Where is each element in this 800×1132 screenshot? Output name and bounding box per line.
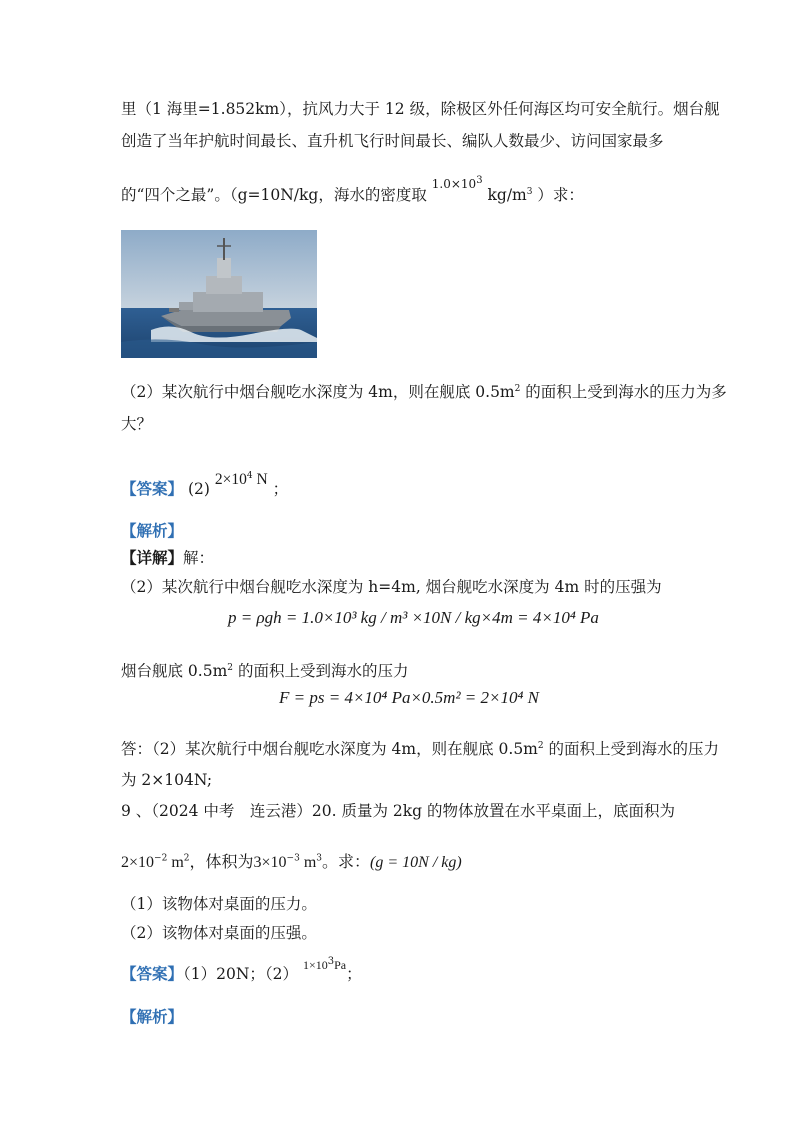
answer-value [303,958,346,972]
answer-part: （1）20N；（2） [183,965,299,983]
density-mantissa: 1.0×10 [431,177,477,191]
warship-photo [121,230,317,358]
volume-mantissa: 3×10 [253,854,287,871]
sub-question-text: （2）该物体对桌面的压强。 [121,924,317,942]
analysis-heading [121,1006,183,1028]
problem-text: 。求： [322,852,371,871]
area-exponent: −2 [154,853,168,864]
pressure-equation [228,608,599,628]
solution-line [121,660,408,682]
area-unit: m [167,854,184,871]
question-text: 的面积上受到海水的压力为多 [520,383,727,401]
solution-text: 烟台舰底 0.5m [121,662,228,680]
paragraph-text: ）求： [537,186,584,204]
answer-value [215,470,268,488]
question-line [121,413,152,435]
density-unit [488,186,533,204]
answer-part: (2) [187,480,210,498]
exponent: 2 [514,383,521,394]
problem-text: ，体积为 [189,852,254,871]
sub-question [121,922,317,944]
solution-text: （2）某次航行中烟台舰吃水深度为 h=4m, 烟台舰吃水深度为 4m 时的压强为 [121,578,662,596]
solution-line [121,576,662,598]
density-unit-base: kg/m [487,186,527,204]
question-line [121,381,727,403]
conclusion-line [121,769,212,791]
answer-exponent: 4 [246,470,253,481]
analysis-heading [121,520,183,542]
answer-unit: Pa [334,958,347,972]
answer-line [121,956,362,986]
analysis-tag: 【解析】 [121,1007,184,1026]
question-text: （2）某次航行中烟台舰吃水深度为 4m，则在舰底 0.5m [121,383,515,401]
punctuation: ； [346,965,362,983]
text-line [121,98,720,120]
problem-text: 9 、（2024 中考 连云港）20. 质量为 2kg 的物体放置在水平桌面上，底面积为 [121,802,676,820]
paragraph-text: 里（1 海里=1.852km），抗风力大于 12 级，除极区外任何海区均可安全航行。烟台舰 [121,100,720,118]
answer-mantissa: 2×10 [214,471,247,488]
conclusion-text: 为 2×104N; [121,771,213,789]
text-line [121,130,664,152]
detail-tag: 【详解】 [121,548,184,567]
gravity-constant: (g = 10N / kg) [370,854,462,871]
conclusion-line [121,738,719,760]
exponent: 2 [537,740,544,751]
answer-exponent: 3 [327,956,335,967]
detail-text: 解： [183,549,215,567]
equation-text: F = ps = 4×10⁴ Pa×0.5m² = 2×10⁴ N [279,688,539,707]
area-mantissa: 2×10 [121,854,155,871]
answer-line [121,470,289,501]
equation-text: p = ρgh = 1.0×10³ kg / m³ ×10N / kg×4m = 4×10⁴ Pa [228,608,599,627]
paragraph-text: 的“四个之最”。（g=10N/kg，海水的密度取 [121,186,427,204]
conclusion-text: 答：（2）某次航行中烟台舰吃水深度为 4m，则在舰底 0.5m [121,740,538,758]
volume-exponent: −3 [286,853,300,864]
text-line [121,175,584,207]
question-text: 大？ [121,415,153,433]
volume-unit: m [299,854,317,871]
sub-question-text: （1）该物体对桌面的压力。 [121,895,317,913]
paragraph-text: 创造了当年护航时间最长、直升机飞行时间最长、编队人数最少、访问国家最多 [121,132,664,150]
problem-line [121,851,462,874]
answer-tag: 【答案】 [121,964,184,983]
volume-unit-exponent: 3 [316,853,323,864]
problem-heading [121,800,675,822]
answer-mantissa: 1×10 [302,958,328,972]
conclusion-text: 的面积上受到海水的压力 [543,740,720,758]
force-equation [279,688,539,708]
punctuation: ； [272,480,289,498]
analysis-tag: 【解析】 [121,521,184,540]
density-exponent: 3 [476,175,483,186]
density-unit-exponent: 3 [526,186,533,197]
detail-heading [121,547,214,569]
density-value [432,177,483,191]
sub-question [121,893,317,915]
answer-unit: N [252,471,268,488]
area-unit-exponent: 2 [183,853,190,864]
exponent: 2 [227,662,234,673]
answer-tag: 【答案】 [121,479,184,498]
solution-text: 的面积上受到海水的压力 [233,662,409,680]
